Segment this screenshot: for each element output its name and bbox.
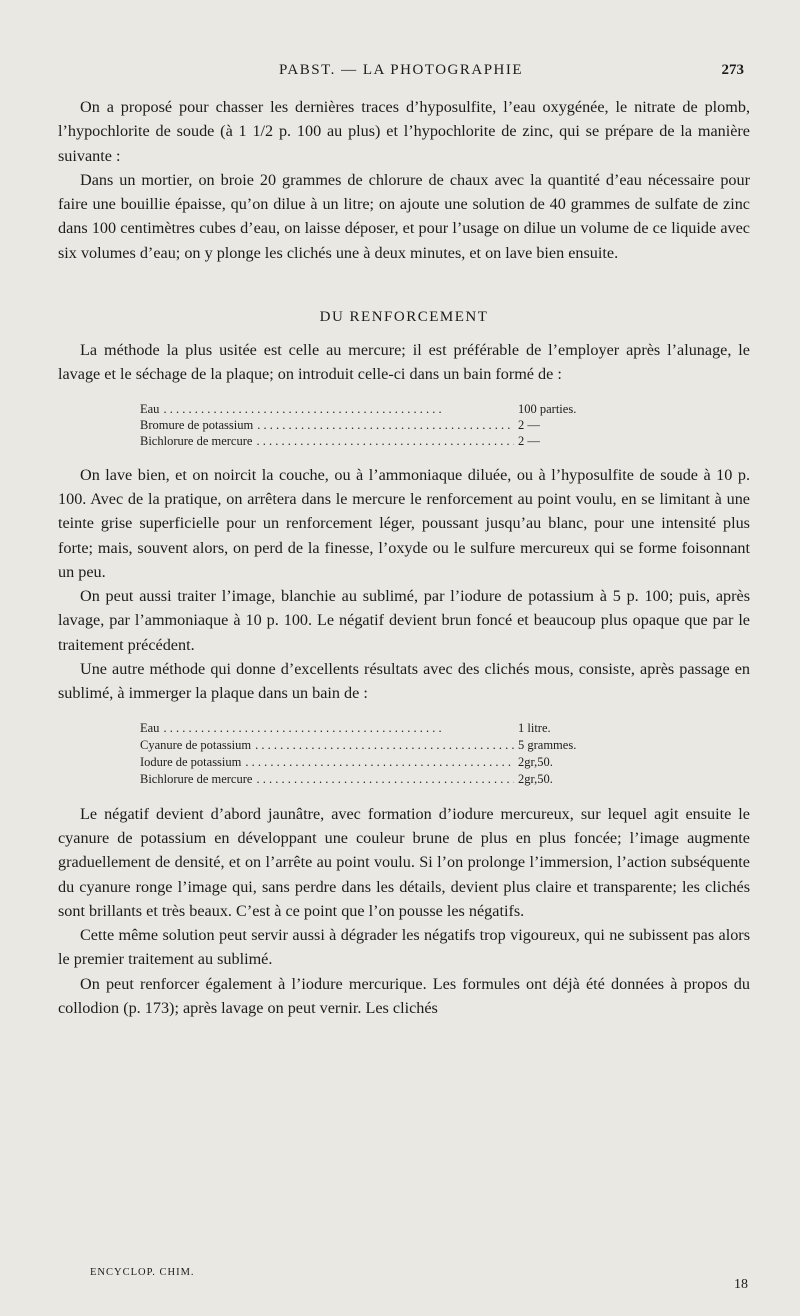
paragraph: On peut aussi traiter l’image, blanchie au sublimé, par l’iodure de potassium à 5 p. 100; puis, après lavage, par l’ammoniaque à 10 p. 100. Le négatif devient brun foncé et beaucoup plus opaque que par le traitement précédent. <box>58 587 750 654</box>
paragraph: On peut renforcer également à l’iodure mercurique. Les formules ont déjà été données à propos du collodion (p. 173); après lavage on peut vernir. Les clichés <box>58 974 750 1018</box>
leader-dots <box>245 754 514 771</box>
recipe-row <box>140 737 610 754</box>
recipe-row <box>140 771 610 788</box>
recipe-table-1 <box>140 401 610 449</box>
recipe-row <box>140 401 610 417</box>
ingredient-name: Bichlorure de mercure <box>140 433 253 448</box>
ingredient-quantity: 5 grammes. <box>518 737 577 752</box>
paragraph: Cette même solution peut servir aussi à dégrader les négatifs trop vigoureux, qui ne subissent pas alors le premier traitement au sublimé. <box>58 926 750 969</box>
leader-dots <box>255 737 514 754</box>
ingredient-name: Cyanure de potassium <box>140 737 252 752</box>
page-number: 273 <box>721 62 744 78</box>
leader-dots <box>163 401 514 417</box>
recipe-row <box>140 754 610 771</box>
ingredient-name: Eau <box>140 720 160 735</box>
ingredient-quantity: 2gr,50. <box>518 771 553 786</box>
recipe-row <box>140 417 610 433</box>
signature-mark: ENCYCLOP. CHIM. <box>90 1267 195 1278</box>
ingredient-quantity: 100 parties. <box>518 401 577 416</box>
paragraph: Le négatif devient d’abord jaunâtre, avec formation d’iodure mercureux, sur lequel agit ensuite le cyanure de potassium en développant une couleur brune de plus en plus foncée; l’image augmente graduellement de densité, et on l’arrête au point voulu. Si l’on prolonge l’immersion, l’action subséquente du cyanure ronge l’image qui, sans perdre dans les détails, devient plus claire et transparente; les clichés sont brillants et très beaux. C’est à ce point que l’on pousse les négatifs. <box>58 804 750 920</box>
ingredient-name: Iodure de potassium <box>140 754 242 769</box>
ingredient-quantity: 1 litre. <box>518 720 551 735</box>
ingredient-quantity: 2 — <box>518 433 540 448</box>
leader-dots <box>256 771 514 788</box>
recipe-row <box>140 433 610 449</box>
page-header <box>58 62 744 86</box>
ingredient-name: Bromure de potassium <box>140 417 254 432</box>
running-title: PABST. — LA PHOTOGRAPHIE <box>278 62 524 78</box>
ingredient-quantity: 2 — <box>518 417 540 432</box>
sheet-number: 18 <box>734 1277 748 1292</box>
paragraph: Dans un mortier, on broie 20 grammes de chlorure de chaux avec la quantité d’eau nécessaire pour faire une bouillie épaisse, qu’on dilue à un litre; on ajoute une solution de 40 grammes de sulfate de zinc dans 100 centimètres cubes d’eau, on laisse déposer, et pour l’usage on dilue un volume de ce liquide avec six volumes d’eau; on y plonge les clichés une à deux minutes, et on lave bien ensuite. <box>58 170 750 262</box>
ingredient-name: Eau <box>140 401 160 416</box>
leader-dots <box>163 720 514 737</box>
recipe-row <box>140 720 610 737</box>
ingredient-name: Bichlorure de mercure <box>140 771 253 786</box>
paragraph: On lave bien, et on noircit la couche, ou à l’ammoniaque diluée, ou à l’hyposulfite de soude à 10 p. 100. Avec de la pratique, on arrêtera dans le mercure le renforcement au point voulu, en se limitant à une teinte grise superficielle pour un renforcement léger, poussant jusqu’au blanc, pour une intensité plus forte; mais, souvent alors, on perd de la finesse, l’oxyde ou le sulfure mercureux qui se forme foisonnant un peu. <box>58 465 750 581</box>
ingredient-quantity: 2gr,50. <box>518 754 553 769</box>
section-title: DU RENFORCEMENT <box>319 309 489 326</box>
recipe-table-2 <box>140 720 610 788</box>
paragraph: Une autre méthode qui donne d’excellents résultats avec des clichés mous, consiste, après passage en sublimé, à immerger la plaque dans un bain de : <box>58 660 750 703</box>
paragraph: La méthode la plus usitée est celle au mercure; il est préférable de l’employer après l’alunage, le lavage et le séchage de la plaque; on introduit celle-ci dans un bain formé de : <box>58 341 750 384</box>
leader-dots <box>256 433 514 449</box>
body-text <box>58 95 750 1020</box>
paragraph: On a proposé pour chasser les dernières traces d’hyposulfite, l’eau oxygénée, le nitrate de plomb, l’hypochlorite de soude (à 1 1/2 p. 100 au plus) et l’hypochlorite de zinc, qui se prépare de la manière suivante : <box>58 98 750 165</box>
leader-dots <box>257 417 514 433</box>
page-footer <box>58 1267 748 1297</box>
